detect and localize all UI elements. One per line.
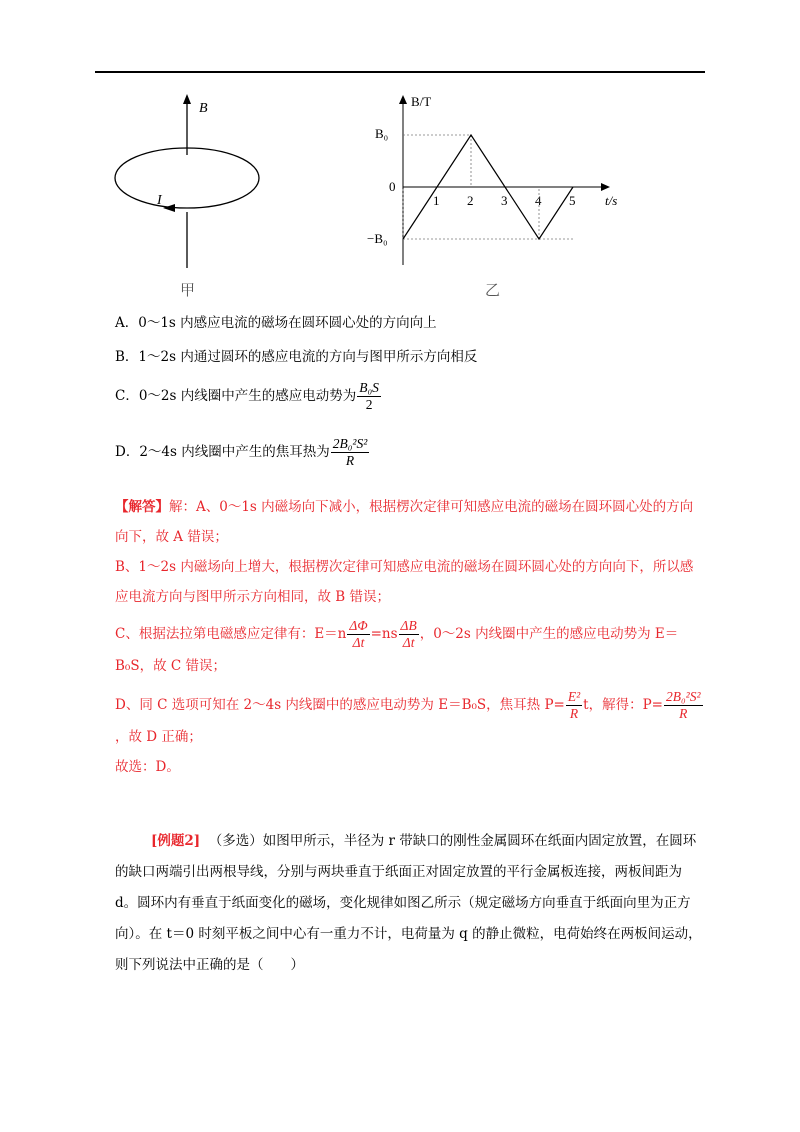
- axis-x-label: t/s: [605, 193, 618, 208]
- answer-d-frac2-den: R: [679, 706, 688, 721]
- answer-c-pre: C、根据法拉第电磁感应定律有：E＝n: [115, 626, 347, 642]
- answer-tag: 【解答】: [115, 499, 169, 515]
- x-tick-label: 2: [467, 193, 474, 208]
- option-d-num: 2B₀²S²: [332, 436, 368, 451]
- option-a: A．0～1s 内感应电流的磁场在圆环圆心处的方向向上: [115, 315, 437, 331]
- answer-d-frac1: [566, 689, 582, 722]
- caption-yi: 乙: [485, 281, 501, 299]
- label-i: I: [157, 193, 162, 208]
- y-axis-arrow: [399, 95, 407, 104]
- answer-b: B、1～2s 内磁场向上增大，根据楞次定律可知感应电流的磁场在圆环圆心处的方向向下，所以感应电流方向与图甲所示方向相同，故 B 错误；: [115, 559, 694, 605]
- figure-graph: [367, 94, 617, 299]
- x-tick-label: 1: [433, 193, 440, 208]
- answer-c-frac1: [347, 618, 369, 651]
- option-d: [115, 436, 370, 469]
- example-2-paragraph: [115, 826, 705, 981]
- top-rule: [95, 71, 705, 73]
- x-axis-arrow: [601, 183, 610, 191]
- example-2: [115, 826, 705, 981]
- answer-c-frac2-den: Δt: [402, 635, 415, 650]
- option-d-text: D．2～4s 内线圈中产生的焦耳热为: [115, 444, 330, 460]
- option-d-fraction: [331, 436, 370, 469]
- answer-d-pre: D、同 C 选项可知在 2～4s 内线圈中的感应电动势为 E＝B₀S，焦耳热 P=: [115, 697, 565, 713]
- figure: [105, 90, 625, 305]
- x-tick-label: 5: [569, 193, 576, 208]
- example-tag: [例题2]: [151, 833, 201, 849]
- option-c-fraction: [357, 380, 381, 413]
- answer-d: [115, 689, 705, 752]
- answer-d-mid: t，解得：P=: [583, 697, 663, 713]
- answer-d-frac1-den: R: [569, 706, 579, 721]
- answer-a: [115, 492, 705, 552]
- answer-c-mid: =ns: [370, 626, 398, 642]
- answer-c: [115, 618, 705, 681]
- tick-zero: 0: [389, 179, 396, 194]
- answer-a-text: 解：A、0～1s 内磁场向下减小，根据楞次定律可知感应电流的磁场在圆环圆心处的方向向下，故 A 错误；: [115, 499, 694, 545]
- axis-y-label: B/T: [411, 94, 432, 109]
- answer-c-post: ，0～2s 内线圈中产生的感应电动势为 E＝B₀S，故 C 错误；: [115, 626, 679, 674]
- x-tick-label: 4: [535, 193, 542, 208]
- option-c: [115, 380, 382, 413]
- x-tick-label: 3: [501, 193, 508, 208]
- option-c-text: C．0～2s 内线圈中产生的感应电动势为: [115, 388, 357, 404]
- answer-c-frac1-den: Δt: [352, 635, 365, 650]
- caption-jia: 甲: [180, 281, 196, 299]
- answer-d-post: ，故 D 正确；: [115, 729, 202, 745]
- answer-d-frac2: [664, 689, 703, 722]
- option-b: B．1～2s 内通过圆环的感应电流的方向与图甲所示方向相反: [115, 349, 478, 365]
- option-c-num: B₀S: [359, 380, 379, 395]
- b-arrow-head: [183, 94, 191, 104]
- label-b: B: [199, 101, 208, 116]
- answer-d-frac2-num: 2B₀²S²: [665, 689, 701, 704]
- answer-c-frac2: [399, 618, 419, 651]
- option-d-den: R: [345, 453, 355, 468]
- option-c-den: 2: [365, 397, 373, 412]
- example-text: （多选）如图甲所示，半径为 r 带缺口的刚性金属圆环在纸面内固定放置，在圆环的缺口两端引出两根导线，分别与两块垂直于纸面正对固定放置的平行金属板连接，两板间距为 d。圆环内有垂直于纸面变化的磁场，变化规律如图乙所示（规定磁场方向垂直于纸面向里为正方向）。在 t＝0 时刻平板之间中心有一重力不计，电荷量为 q 的静止微粒，电荷始终在两板间运动，则下列说法中正确的是（ ）: [115, 833, 702, 973]
- tick-neg-b0: −B₀: [367, 231, 388, 246]
- figure-loop: [115, 94, 259, 299]
- loop-ellipse: [115, 148, 259, 208]
- answer-choice: 故选：D。: [115, 759, 180, 775]
- current-arrow: [163, 204, 175, 212]
- answer-c-frac2-num: ΔB: [400, 618, 417, 633]
- tick-b0: B₀: [375, 126, 389, 141]
- answer-block: [115, 492, 705, 782]
- answer-d-frac1-num: E²: [567, 689, 581, 704]
- answer-c-frac1-num: ΔΦ: [349, 618, 368, 633]
